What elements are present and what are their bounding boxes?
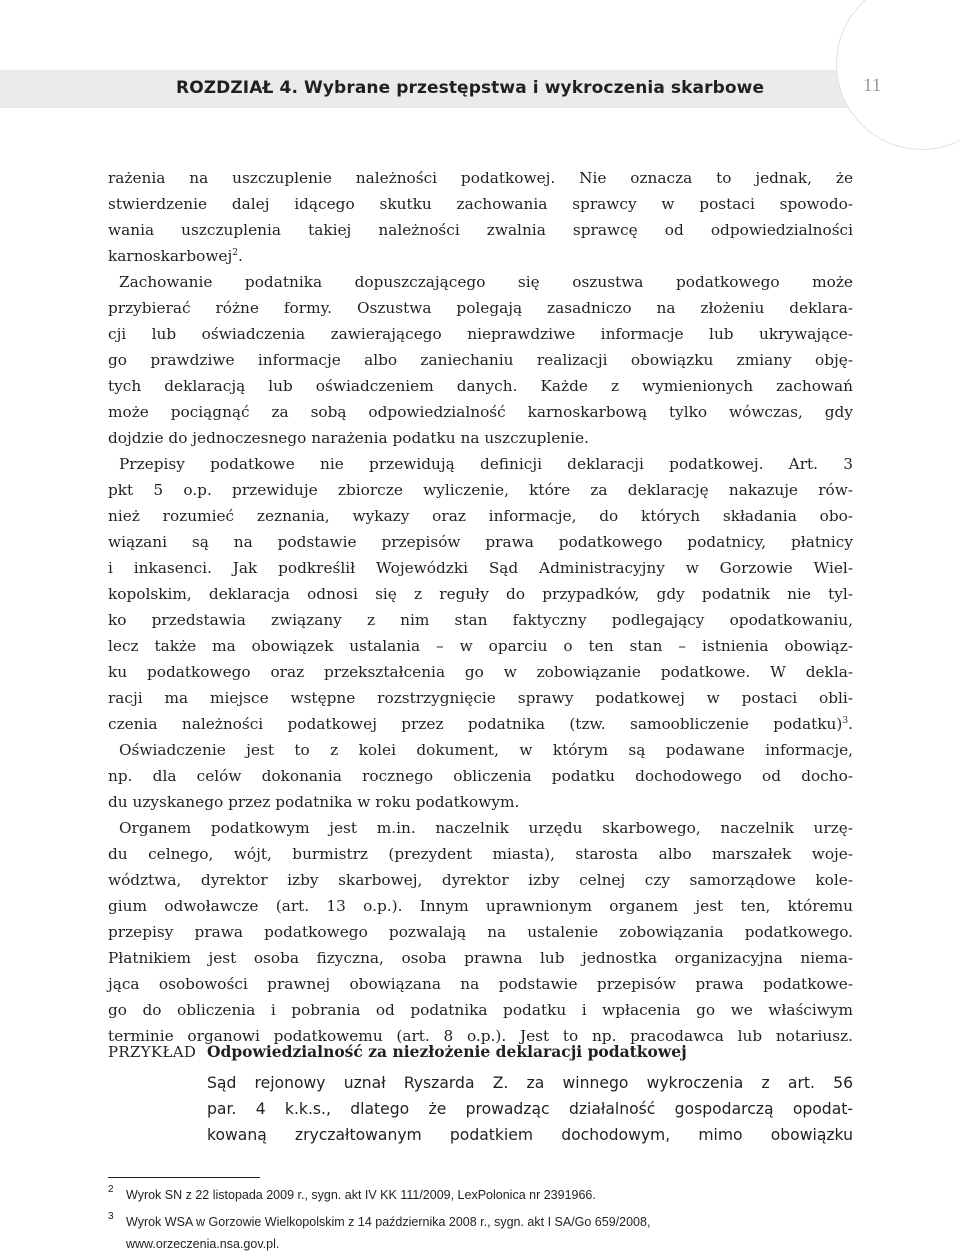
body-line: du celnego, wójt, burmistrz (prezydent miasta), starosta albo marszałek woje- [108,845,853,863]
body-line: np. dla celów dokonania rocznego obliczenia podatku dochodowego od docho- [108,767,853,785]
body-line: przybierać różne formy. Oszustwa polegają zasadniczo na złożeniu deklara- [108,299,853,317]
body-line: stwierdzenie dalej idącego skutku zachowania sprawcy w postaci spowodo- [108,195,853,213]
body-line: gium odwoławcze (art. 13 o.p.). Innym uprawnionym organem jest ten, któremu [108,897,853,915]
body-line: go prawdziwe informacje albo zaniechaniu realizacji obowiązku zmiany obję- [108,351,853,369]
body-line: racji ma miejsce wstępne rozstrzygnięcie sprawy podatkowej w postaci obli- [108,689,853,707]
example-body [207,1070,853,1148]
footnote-number: 3 [108,1211,114,1222]
body-line: ko przedstawia związany z nim stan faktyczny podlegający opodatkowaniu, [108,611,853,629]
body-line: ku podatkowego oraz przekształcenia go w zobowiązanie podatkowe. W dekla- [108,663,853,681]
body-line: tych deklaracją lub oświadczeniem danych. Każde z wymienionych zachowań [108,377,853,395]
footnote-divider [108,1177,260,1178]
example-label: PRZYKŁAD [108,1043,197,1061]
footnote-text: Wyrok WSA w Gorzowie Wielkopolskim z 14 października 2008 r., sygn. akt I SA/Go 659/2008, www.orzeczenia.nsa.gov.pl. [126,1215,651,1251]
body-line: Przepisy podatkowe nie przewidują definicji deklaracji podatkowej. Art. 3 [119,455,853,473]
body-line: wania uszczuplenia takiej należności zwalnia sprawcę od odpowiedzialności [108,221,853,239]
page-number: 11 [863,75,882,96]
body-line: rażenia na uszczuplenie należności podatkowej. Nie oznacza to jednak, że [108,169,853,187]
body-text [108,165,853,1049]
body-line: go do obliczenia i pobrania od podatnika podatku i wpłacenia go we właściwym [108,1001,853,1019]
body-line: wiązani są na podstawie przepisów prawa podatkowego podatnicy, płatnicy [108,533,853,551]
body-line: cji lub oświadczenia zawierającego nieprawdziwe informacje lub ukrywające- [108,325,853,343]
example-line: kowaną zryczałtowanym podatkiem dochodowym, mimo obowiązku [207,1126,853,1144]
body-line: pkt 5 o.p. przewiduje zbiorcze wyliczenie, które za deklarację nakazuje rów- [108,481,853,499]
footnote-text: Wyrok SN z 22 listopada 2009 r., sygn. akt IV KK 111/2009, LexPolonica nr 2391966. [126,1188,596,1202]
body-line: karnoskarbowej$^2$. [108,247,243,265]
footnote-ref: 3 [842,715,849,726]
body-line: du uzyskanego przez podatnika w roku podatkowym. [108,793,520,811]
footnote-number: 2 [108,1184,114,1195]
body-line: kopolskim, deklaracja odnosi się z reguły do przypadków, gdy podatnik nie tyl- [108,585,853,603]
body-line: jąca osobowości prawnej obowiązana na podstawie przepisów prawa podatkowe- [108,975,853,993]
body-line: terminie organowi podatkowemu (art. 8 o.p.). Jest to np. pracodawca lub notariusz. [108,1027,853,1045]
body-line: Oświadczenie jest to z kolei dokument, w którym są podawane informacje, [119,741,853,759]
body-line: może pociągnąć za sobą odpowiedzialność karnoskarbową tylko wówczas, gdy [108,403,853,421]
body-line: przepisy prawa podatkowego pozwalają na ustalenie zobowiązania podatkowego. [108,923,853,941]
body-line: Zachowanie podatnika dopuszczającego się oszustwa podatkowego może [119,273,853,291]
body-line: Płatnikiem jest osoba fizyczna, osoba prawna lub jednostka organizacyjna niema- [108,949,853,967]
page-number-circle [836,0,960,150]
body-line: wództwa, dyrektor izby skarbowej, dyrektor izby celnej czy samorządowe kole- [108,871,853,889]
example-title: Odpowiedzialność za niezłożenie deklaracji podatkowej [207,1042,687,1061]
body-line: dojdzie do jednoczesnego narażenia podatku na uszczuplenie. [108,429,589,447]
example-line: Sąd rejonowy uznał Ryszarda Z. za winnego wykroczenia z art. 56 [207,1074,853,1092]
chapter-title: ROZDZIAŁ 4. Wybrane przestępstwa i wykroczenia skarbowe [176,78,765,98]
body-line: Organem podatkowym jest m.in. naczelnik urzędu skarbowego, naczelnik urzę- [119,819,853,837]
example-line: par. 4 k.k.s., dlatego że prowadząc działalność gospodarczą opodat- [207,1100,853,1118]
body-line: nież rozumieć zeznania, wykazy oraz informacje, do których składania obo- [108,507,853,525]
body-line: lecz także ma obowiązek ustalania – w oparciu o ten stan – istnienia obowiąz- [108,637,853,655]
body-line: i inkasenci. Jak podkreślił Wojewódzki Sąd Administracyjny w Gorzowie Wiel- [108,559,853,577]
footnote-ref: 2 [232,247,238,258]
body-line: czenia należności podatkowej przez podatnika (tzw. samoobliczenie podatku)$^3$. [108,715,853,733]
